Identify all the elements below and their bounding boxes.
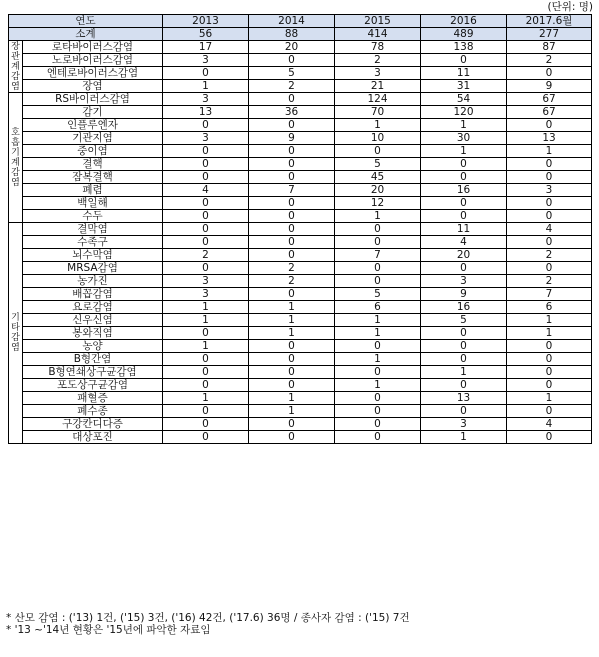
- row-label: RS바이러스감염: [23, 93, 163, 106]
- cell-value: 54: [421, 93, 507, 106]
- cell-value: 10: [335, 132, 421, 145]
- cell-value: 5: [421, 314, 507, 327]
- table-row: [9, 431, 592, 444]
- row-label: MRSA감염: [23, 262, 163, 275]
- cell-value: 16: [421, 184, 507, 197]
- cell-value: 87: [507, 41, 592, 54]
- total-value: 88: [249, 28, 335, 41]
- cell-value: 0: [335, 236, 421, 249]
- row-label: 뇌수막염: [23, 249, 163, 262]
- cell-value: 0: [421, 405, 507, 418]
- cell-value: 1: [507, 392, 592, 405]
- row-label: 잠복결핵: [23, 171, 163, 184]
- cell-value: 0: [249, 54, 335, 67]
- cell-value: 0: [421, 54, 507, 67]
- cell-value: 0: [421, 379, 507, 392]
- cell-value: 0: [163, 67, 249, 80]
- cell-value: 31: [421, 80, 507, 93]
- cell-value: 0: [163, 262, 249, 275]
- cell-value: 0: [335, 366, 421, 379]
- row-label: 대상포진: [23, 431, 163, 444]
- row-label: 백일해: [23, 197, 163, 210]
- table-row: [9, 158, 592, 171]
- cell-value: 0: [335, 418, 421, 431]
- cell-value: 1: [421, 145, 507, 158]
- cell-value: 0: [507, 197, 592, 210]
- cell-value: 1: [507, 314, 592, 327]
- cell-value: 0: [421, 262, 507, 275]
- cell-value: 0: [163, 431, 249, 444]
- table-row: [9, 301, 592, 314]
- cell-value: 0: [421, 327, 507, 340]
- total-row: [9, 28, 592, 41]
- cell-value: 3: [507, 184, 592, 197]
- cell-value: 0: [507, 340, 592, 353]
- cell-value: 0: [507, 171, 592, 184]
- cell-value: 0: [163, 223, 249, 236]
- cell-value: 45: [335, 171, 421, 184]
- table-row: [9, 366, 592, 379]
- header-row: [9, 15, 592, 28]
- row-label: 인플루엔자: [23, 119, 163, 132]
- cell-value: 2: [163, 249, 249, 262]
- total-value: 414: [335, 28, 421, 41]
- cell-value: 1: [249, 327, 335, 340]
- cell-value: 12: [335, 197, 421, 210]
- table-row: [9, 288, 592, 301]
- table-row: [9, 197, 592, 210]
- cell-value: 0: [335, 392, 421, 405]
- cell-value: 0: [507, 366, 592, 379]
- cell-value: 0: [249, 158, 335, 171]
- cell-value: 3: [163, 54, 249, 67]
- table-row: [9, 171, 592, 184]
- row-label: 중이염: [23, 145, 163, 158]
- cell-value: 20: [249, 41, 335, 54]
- row-label: 신우신염: [23, 314, 163, 327]
- cell-value: 3: [421, 275, 507, 288]
- total-value: 489: [421, 28, 507, 41]
- cell-value: 13: [163, 106, 249, 119]
- cell-value: 0: [507, 431, 592, 444]
- table-row: [9, 41, 592, 54]
- cell-value: 0: [335, 262, 421, 275]
- row-label: 포도상구균감염: [23, 379, 163, 392]
- cell-value: 1: [421, 366, 507, 379]
- table-row: [9, 236, 592, 249]
- cell-value: 1: [335, 119, 421, 132]
- cell-value: 0: [421, 340, 507, 353]
- row-label: 구강칸디다증: [23, 418, 163, 431]
- cell-value: 0: [421, 171, 507, 184]
- cell-value: 2: [507, 275, 592, 288]
- table-row: [9, 223, 592, 236]
- cell-value: 1: [249, 405, 335, 418]
- row-label: 수족구: [23, 236, 163, 249]
- cell-value: 0: [335, 340, 421, 353]
- cell-value: 4: [163, 184, 249, 197]
- table-row: [9, 379, 592, 392]
- total-value: 56: [163, 28, 249, 41]
- table-row: [9, 67, 592, 80]
- cell-value: 0: [249, 93, 335, 106]
- row-label: 결핵: [23, 158, 163, 171]
- cell-value: 4: [421, 236, 507, 249]
- cell-value: 0: [163, 379, 249, 392]
- cell-value: 1: [163, 314, 249, 327]
- cell-value: 0: [335, 431, 421, 444]
- row-label: 로타바이러스감염: [23, 41, 163, 54]
- cell-value: 20: [335, 184, 421, 197]
- cell-value: 0: [249, 379, 335, 392]
- row-label: 배꼽감염: [23, 288, 163, 301]
- cell-value: 0: [249, 197, 335, 210]
- cell-value: 0: [335, 275, 421, 288]
- cell-value: 1: [163, 392, 249, 405]
- header-year: 2013: [163, 15, 249, 28]
- cell-value: 0: [421, 158, 507, 171]
- cell-value: 0: [163, 197, 249, 210]
- cell-value: 0: [249, 288, 335, 301]
- cell-value: 1: [335, 327, 421, 340]
- cell-value: 138: [421, 41, 507, 54]
- cell-value: 1: [335, 379, 421, 392]
- cell-value: 1: [163, 80, 249, 93]
- cell-value: 120: [421, 106, 507, 119]
- cell-value: 7: [335, 249, 421, 262]
- cell-value: 1: [421, 431, 507, 444]
- cell-value: 0: [335, 145, 421, 158]
- cell-value: 13: [421, 392, 507, 405]
- cell-value: 1: [421, 119, 507, 132]
- cell-value: 0: [249, 353, 335, 366]
- cell-value: 2: [507, 249, 592, 262]
- cell-value: 0: [163, 353, 249, 366]
- cell-value: 0: [249, 431, 335, 444]
- cell-value: 30: [421, 132, 507, 145]
- footnote: * '13 ~'14년 현황은 '15년에 파악한 자료임: [6, 624, 211, 636]
- cell-value: 78: [335, 41, 421, 54]
- cell-value: 0: [163, 418, 249, 431]
- cell-value: 2: [335, 54, 421, 67]
- row-label: B형간염: [23, 353, 163, 366]
- cell-value: 2: [249, 275, 335, 288]
- cell-value: 0: [249, 119, 335, 132]
- footnotes: [6, 612, 410, 636]
- cell-value: 0: [249, 210, 335, 223]
- cell-value: 0: [335, 405, 421, 418]
- cell-value: 11: [421, 223, 507, 236]
- row-label: 요로감염: [23, 301, 163, 314]
- table-row: [9, 210, 592, 223]
- table-body: [9, 41, 592, 444]
- cell-value: 1: [335, 353, 421, 366]
- group-label-text: 장관계감염: [11, 41, 20, 92]
- cell-value: 36: [249, 106, 335, 119]
- cell-value: 1: [507, 145, 592, 158]
- cell-value: 67: [507, 93, 592, 106]
- group-label: [9, 223, 23, 444]
- row-label: 폐수종: [23, 405, 163, 418]
- header-year: 2014: [249, 15, 335, 28]
- header-year: 2015: [335, 15, 421, 28]
- table-row: [9, 353, 592, 366]
- cell-value: 9: [421, 288, 507, 301]
- cell-value: 13: [507, 132, 592, 145]
- cell-value: 70: [335, 106, 421, 119]
- cell-value: 1: [249, 392, 335, 405]
- cell-value: 1: [163, 301, 249, 314]
- cell-value: 0: [163, 210, 249, 223]
- cell-value: 5: [335, 158, 421, 171]
- cell-value: 0: [249, 171, 335, 184]
- cell-value: 3: [163, 288, 249, 301]
- cell-value: 7: [249, 184, 335, 197]
- cell-value: 0: [507, 158, 592, 171]
- row-label: 봉와직염: [23, 327, 163, 340]
- cell-value: 16: [421, 301, 507, 314]
- cell-value: 21: [335, 80, 421, 93]
- unit-label: (단위: 명): [547, 1, 593, 13]
- total-value: 277: [507, 28, 592, 41]
- cell-value: 0: [163, 145, 249, 158]
- header-year: 2016: [421, 15, 507, 28]
- table-row: [9, 327, 592, 340]
- row-label: 장염: [23, 80, 163, 93]
- table-row: [9, 275, 592, 288]
- cell-value: 1: [249, 301, 335, 314]
- table-row: [9, 340, 592, 353]
- table-row: [9, 262, 592, 275]
- cell-value: 0: [249, 223, 335, 236]
- cell-value: 0: [507, 353, 592, 366]
- row-label: 폐렴: [23, 184, 163, 197]
- table-row: [9, 392, 592, 405]
- cell-value: 0: [163, 119, 249, 132]
- cell-value: 0: [163, 171, 249, 184]
- cell-value: 0: [163, 236, 249, 249]
- group-label-text: 기타감염: [11, 313, 20, 353]
- row-label: 감기: [23, 106, 163, 119]
- table-row: [9, 249, 592, 262]
- group-label: [9, 41, 23, 93]
- table-row: [9, 184, 592, 197]
- cell-value: 67: [507, 106, 592, 119]
- infection-table: [8, 14, 592, 444]
- cell-value: 1: [335, 314, 421, 327]
- cell-value: 0: [507, 210, 592, 223]
- cell-value: 0: [421, 353, 507, 366]
- header-col-label: 연도: [9, 15, 163, 28]
- cell-value: 0: [421, 210, 507, 223]
- cell-value: 0: [249, 145, 335, 158]
- table-row: [9, 93, 592, 106]
- cell-value: 20: [421, 249, 507, 262]
- cell-value: 1: [335, 210, 421, 223]
- cell-value: 7: [507, 288, 592, 301]
- cell-value: 0: [507, 379, 592, 392]
- cell-value: 17: [163, 41, 249, 54]
- table-row: [9, 106, 592, 119]
- cell-value: 0: [249, 249, 335, 262]
- table-row: [9, 119, 592, 132]
- table-row: [9, 54, 592, 67]
- table-row: [9, 418, 592, 431]
- row-label: 패혈증: [23, 392, 163, 405]
- table-row: [9, 132, 592, 145]
- table-row: [9, 314, 592, 327]
- row-label: 엔테로바이러스감염: [23, 67, 163, 80]
- row-label: 노로바이러스감염: [23, 54, 163, 67]
- cell-value: 0: [507, 236, 592, 249]
- cell-value: 0: [163, 366, 249, 379]
- row-label: B형연쇄상구균감염: [23, 366, 163, 379]
- cell-value: 3: [163, 275, 249, 288]
- cell-value: 124: [335, 93, 421, 106]
- cell-value: 1: [163, 340, 249, 353]
- cell-value: 11: [421, 67, 507, 80]
- cell-value: 4: [507, 223, 592, 236]
- cell-value: 9: [507, 80, 592, 93]
- row-label: 수두: [23, 210, 163, 223]
- cell-value: 2: [249, 80, 335, 93]
- cell-value: 1: [249, 314, 335, 327]
- cell-value: 5: [249, 67, 335, 80]
- cell-value: 0: [163, 327, 249, 340]
- group-label: [9, 93, 23, 223]
- footnote: * 산모 감염 : ('13) 1건, ('15) 3건, ('16) 42건, ('17.6) 36명 / 종사자 감염 : ('15) 7건: [6, 612, 410, 624]
- cell-value: 4: [507, 418, 592, 431]
- row-label: 결막염: [23, 223, 163, 236]
- cell-value: 3: [163, 93, 249, 106]
- cell-value: 3: [335, 67, 421, 80]
- table-row: [9, 405, 592, 418]
- table-row: [9, 80, 592, 93]
- cell-value: 0: [249, 418, 335, 431]
- cell-value: 0: [507, 67, 592, 80]
- cell-value: 9: [249, 132, 335, 145]
- cell-value: 6: [335, 301, 421, 314]
- row-label: 농가진: [23, 275, 163, 288]
- cell-value: 2: [249, 262, 335, 275]
- cell-value: 3: [421, 418, 507, 431]
- cell-value: 0: [163, 405, 249, 418]
- row-label: 기관지염: [23, 132, 163, 145]
- cell-value: 0: [507, 262, 592, 275]
- cell-value: 6: [507, 301, 592, 314]
- total-label: 소계: [9, 28, 163, 41]
- cell-value: 0: [507, 405, 592, 418]
- cell-value: 5: [335, 288, 421, 301]
- table-row: [9, 145, 592, 158]
- cell-value: 0: [507, 119, 592, 132]
- cell-value: 0: [249, 340, 335, 353]
- row-label: 농양: [23, 340, 163, 353]
- cell-value: 2: [507, 54, 592, 67]
- cell-value: 0: [335, 223, 421, 236]
- cell-value: 0: [163, 158, 249, 171]
- cell-value: 3: [163, 132, 249, 145]
- header-year: 2017.6월: [507, 15, 592, 28]
- group-label-text: 호흡기계감염: [11, 127, 20, 188]
- cell-value: 0: [249, 366, 335, 379]
- cell-value: 0: [421, 197, 507, 210]
- cell-value: 1: [507, 327, 592, 340]
- cell-value: 0: [249, 236, 335, 249]
